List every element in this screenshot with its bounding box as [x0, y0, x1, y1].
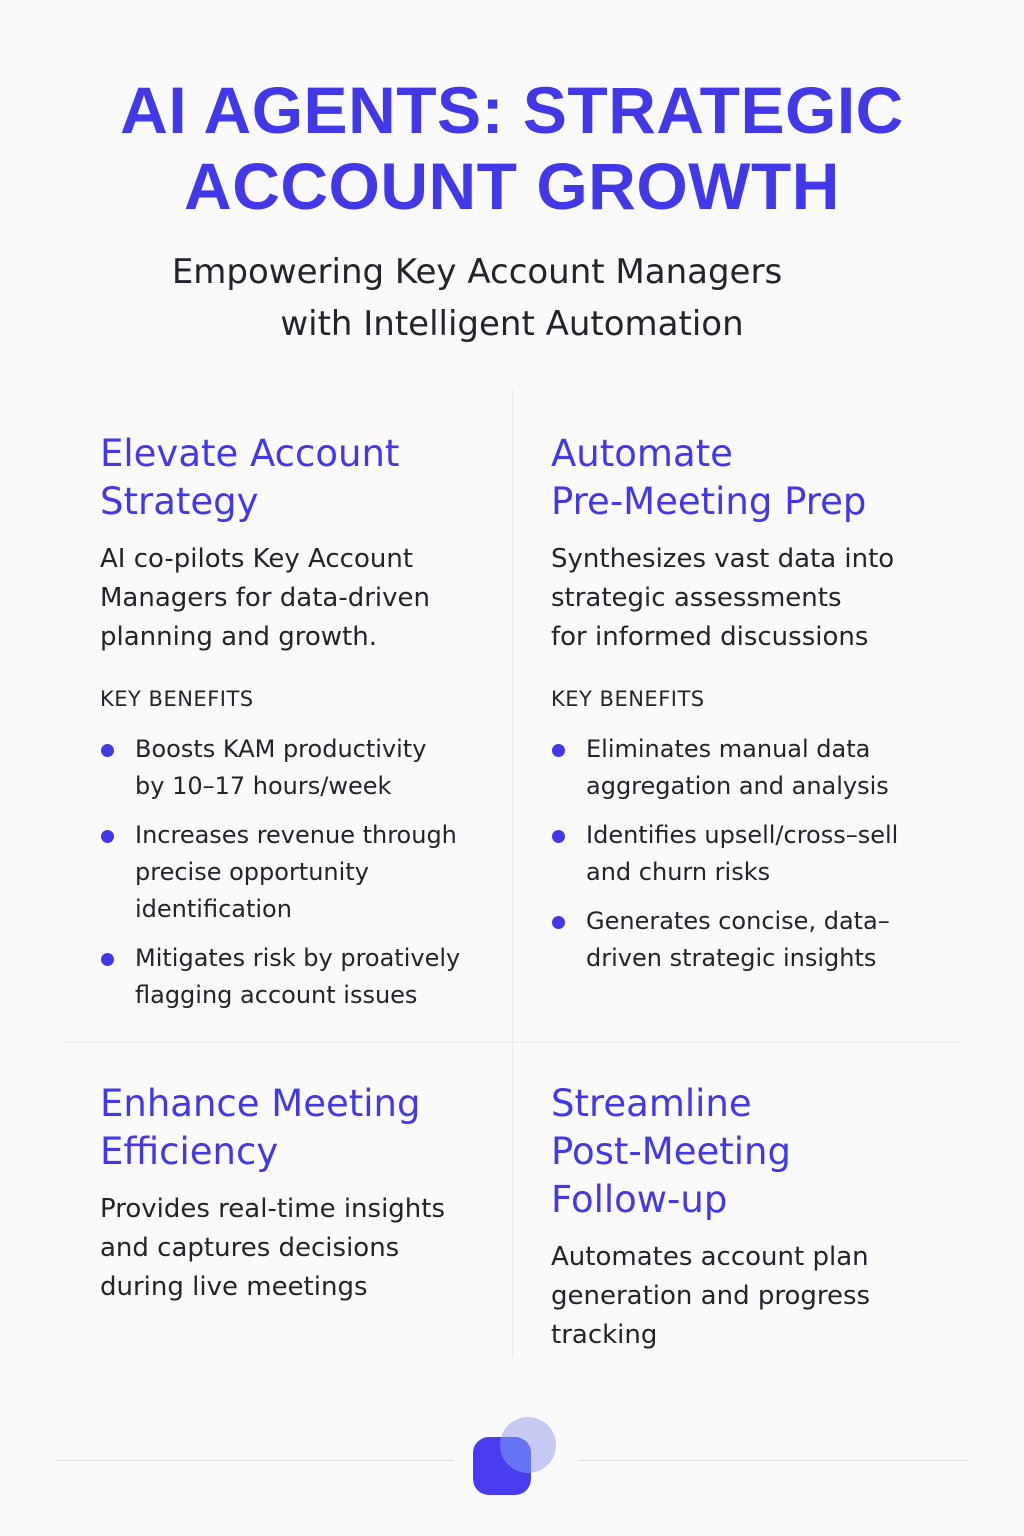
page-subtitle-line-2: with Intelligent Automation — [280, 304, 744, 344]
card-description-line: during live meetings — [100, 1272, 368, 1302]
card-description — [551, 540, 941, 657]
card-description-line: and captures decisions — [100, 1233, 400, 1263]
card-title-line: Post-Meeting — [551, 1130, 791, 1173]
benefit-text-line: Generates concise, data– — [586, 907, 890, 935]
bullet-dot-icon — [552, 744, 565, 757]
card-description-line: Synthesizes vast data into — [551, 544, 895, 574]
overlapping-shapes-logo-icon — [470, 1415, 560, 1500]
card-title-line: Enhance Meeting — [100, 1082, 421, 1125]
card-description-line: Provides real-time insights — [100, 1194, 446, 1224]
benefit-text-line: Boosts KAM productivity — [135, 735, 427, 763]
benefit-item — [551, 817, 941, 891]
benefit-item — [551, 731, 941, 805]
bullet-dot-icon — [101, 830, 114, 843]
card-description-line: AI co-pilots Key Account — [100, 544, 414, 574]
benefit-text-line: precise opportunity — [135, 858, 369, 886]
benefit-text-line: driven strategic insights — [586, 944, 877, 972]
page-title-line-1: AI AGENTS: STRATEGIC — [120, 73, 904, 147]
benefit-item — [100, 940, 490, 1014]
benefit-text-line: identification — [135, 895, 292, 923]
benefit-text-line: and churn risks — [586, 858, 771, 886]
card-title-line: Automate — [551, 432, 733, 475]
benefit-text-line: by 10–17 hours/week — [135, 772, 392, 800]
card-title — [100, 1080, 490, 1176]
card-description-line: Managers for data-driven — [100, 583, 431, 613]
card-description-line: for informed discussions — [551, 622, 869, 652]
vertical-divider — [512, 390, 513, 1358]
benefit-text-line: Identifies upsell/cross–sell — [586, 821, 899, 849]
card-title-line: Follow-up — [551, 1178, 728, 1221]
card-title-line: Streamline — [551, 1082, 752, 1125]
card-description — [551, 1238, 941, 1355]
benefits-list — [100, 731, 490, 1014]
card-description — [100, 540, 490, 657]
card-description-line: tracking — [551, 1320, 658, 1350]
page-subtitle-line-1: Empowering Key Account Managers — [171, 252, 783, 292]
card-automate-pre-meeting-prep — [551, 430, 941, 989]
benefit-item — [100, 731, 490, 805]
horizontal-divider — [62, 1042, 960, 1043]
bullet-dot-icon — [552, 916, 565, 929]
footer-divider-left — [56, 1460, 454, 1461]
key-benefits-label: KEY BENEFITS — [100, 687, 254, 711]
card-title — [551, 1080, 941, 1224]
benefit-text-line: flagging account issues — [135, 981, 418, 1009]
benefit-text-line: Increases revenue through — [135, 821, 457, 849]
benefit-text-line: Mitigates risk by proatively — [135, 944, 461, 972]
card-title-line: Pre-Meeting Prep — [551, 480, 867, 523]
card-elevate-account-strategy — [100, 430, 490, 1026]
card-description-line: Automates account plan — [551, 1242, 869, 1272]
card-description-line: generation and progress — [551, 1281, 871, 1311]
card-description — [100, 1190, 490, 1307]
card-title-line: Strategy — [100, 480, 259, 523]
benefit-item — [551, 903, 941, 977]
card-title-line: Efficiency — [100, 1130, 279, 1173]
page-title-line-2: ACCOUNT GROWTH — [184, 149, 840, 223]
card-title — [551, 430, 941, 526]
card-title-line: Elevate Account — [100, 432, 400, 475]
card-enhance-meeting-efficiency — [100, 1080, 490, 1307]
benefits-list — [551, 731, 941, 977]
card-title — [100, 430, 490, 526]
benefit-text-line: aggregation and analysis — [586, 772, 889, 800]
bullet-dot-icon — [552, 830, 565, 843]
key-benefits-label: KEY BENEFITS — [551, 687, 705, 711]
benefit-item — [100, 817, 490, 928]
benefit-text-line: Eliminates manual data — [586, 735, 871, 763]
card-streamline-post-meeting-follow-up — [551, 1080, 941, 1355]
page-subtitle — [0, 246, 1024, 350]
bullet-dot-icon — [101, 744, 114, 757]
page-title — [0, 72, 1024, 224]
card-description-line: planning and growth. — [100, 622, 377, 652]
footer-divider-right — [578, 1460, 968, 1461]
bullet-dot-icon — [101, 953, 114, 966]
card-description-line: strategic assessments — [551, 583, 842, 613]
